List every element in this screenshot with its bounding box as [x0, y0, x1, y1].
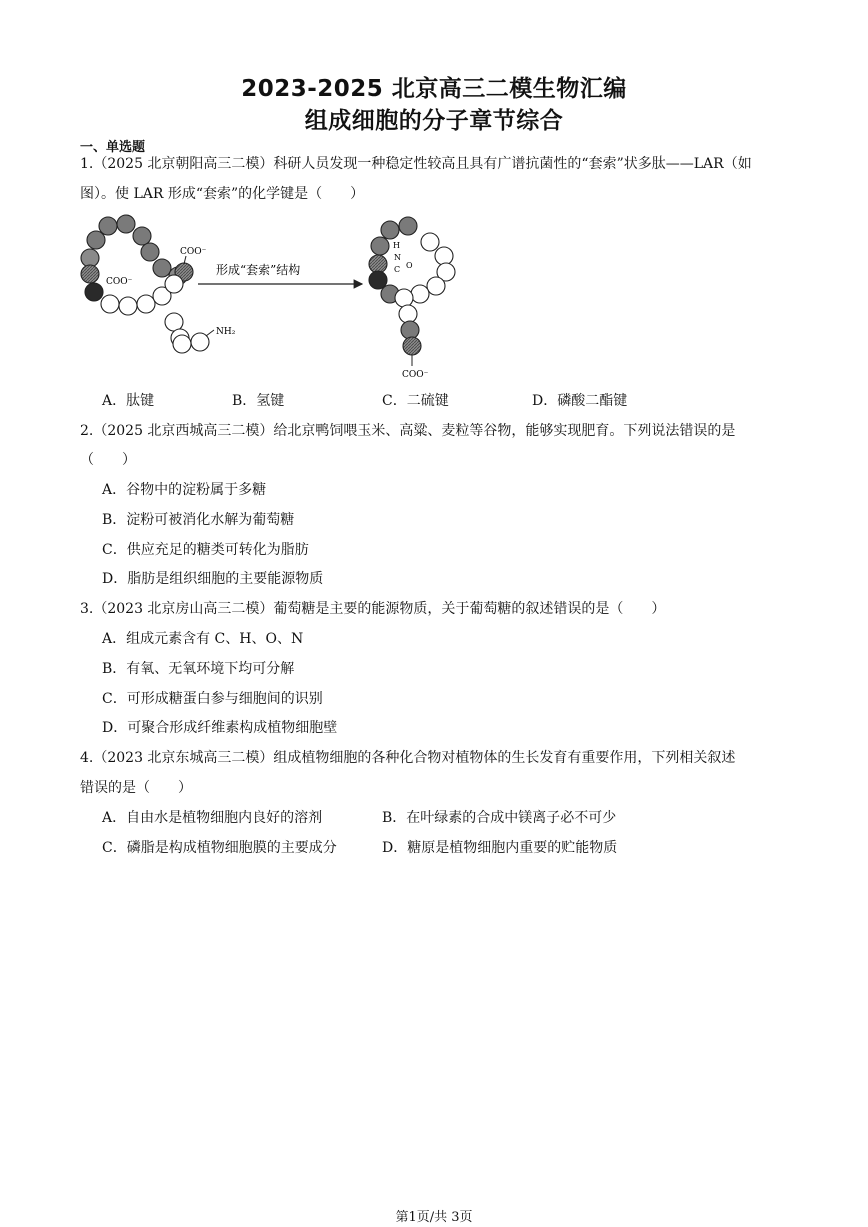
label-c: C: [394, 265, 401, 274]
q2-option-a: A．谷物中的淀粉属于多糖: [102, 482, 267, 498]
question-2-line-1: 2.（2025 北京西城高三二模）给北京鸭饲喂玉米、高粱、麦粒等谷物，能够实现肥育。下列说法错误的是: [80, 423, 736, 439]
page-number: 第1页/共 3页: [395, 1210, 473, 1225]
label-coo-top: COO⁻: [180, 247, 207, 257]
question-1-line-2: 图）。使 LAR 形成“套索”的化学键是（ ）: [80, 186, 365, 202]
q1-option-b: B．氢键: [232, 393, 285, 409]
section-heading: 一、单选题: [80, 140, 146, 155]
question-1-line-1: 1.（2025 北京朝阳高三二模）科研人员发现一种稳定性较高且具有广谱抗菌性的“套索”状多肽——LAR（如: [80, 156, 752, 172]
label-o: O: [406, 261, 413, 270]
arrow-label: 形成“套索”结构: [216, 263, 301, 277]
question-3-line-1: 3.（2023 北京房山高三二模）葡萄糖是主要的能源物质，关于葡萄糖的叙述错误的是（ ）: [80, 601, 666, 617]
label-h: H: [393, 241, 400, 250]
lasso-peptide-diagram: [78, 214, 478, 386]
question-4-line-1: 4.（2023 北京东城高三二模）组成植物细胞的各种化合物对植物体的生长发育有重要作用，下列相关叙述: [80, 750, 736, 766]
q3-option-b: B．有氧、无氧环境下均可分解: [102, 661, 295, 677]
q4-option-c: C．磷脂是构成植物细胞膜的主要成分: [102, 840, 337, 856]
label-coo-mid: COO⁻: [106, 277, 133, 287]
q1-option-a: A．肽键: [102, 393, 155, 409]
question-4-line-2: 错误的是（ ）: [80, 780, 192, 796]
document-subtitle: 组成细胞的分子章节综合: [304, 108, 564, 134]
q4-option-b: B．在叶绿素的合成中镁离子必不可少: [382, 810, 617, 826]
q3-option-a: A．组成元素含有 C、H、O、N: [102, 631, 304, 647]
label-coo-bottom: COO⁻: [402, 370, 429, 380]
lasso-peptide-figure: [78, 214, 478, 386]
q1-option-c: C．二硫键: [382, 393, 449, 409]
q2-option-d: D．脂肪是组织细胞的主要能源物质: [102, 571, 324, 587]
document-title: 2023-2025 北京高三二模生物汇编: [241, 76, 627, 102]
q4-option-d: D．糖原是植物细胞内重要的贮能物质: [382, 840, 618, 856]
label-n: N: [394, 253, 401, 262]
q2-option-b: B．淀粉可被消化水解为葡萄糖: [102, 512, 295, 528]
lasso-peptide: [369, 217, 455, 355]
q3-option-c: C．可形成糖蛋白参与细胞间的识别: [102, 691, 323, 707]
label-nh2: NH₂: [216, 327, 236, 337]
q4-option-a: A．自由水是植物细胞内良好的溶剂: [102, 810, 323, 826]
q1-option-d: D．磷酸二酯键: [532, 393, 628, 409]
q3-option-d: D．可聚合形成纤维素构成植物细胞壁: [102, 720, 338, 736]
linear-peptide: [81, 215, 209, 353]
q2-option-c: C．供应充足的糖类可转化为脂肪: [102, 542, 309, 558]
question-2-line-2: （ ）: [80, 452, 136, 468]
